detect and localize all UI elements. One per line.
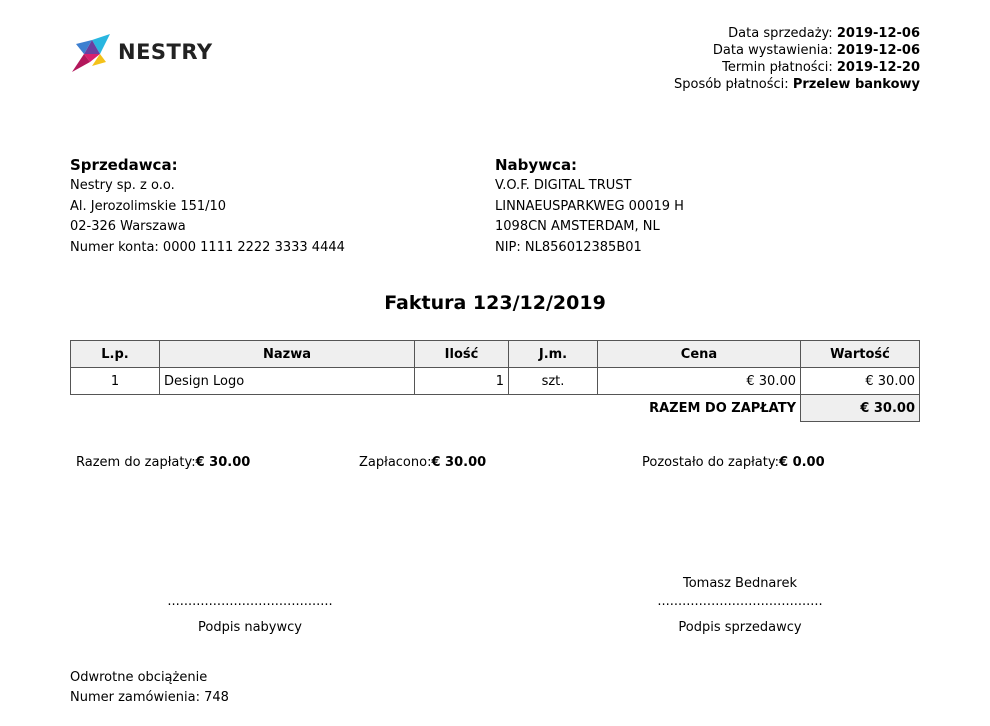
nestry-logo-icon bbox=[70, 32, 114, 76]
total-value: € 30.00 bbox=[801, 395, 920, 422]
table-row bbox=[71, 368, 920, 395]
reverse-charge-note: Odwrotne obciążenie bbox=[70, 670, 208, 685]
col-header-price: Cena bbox=[598, 341, 801, 368]
cell-price: € 30.00 bbox=[598, 368, 801, 395]
buyer-heading: Nabywca: bbox=[495, 156, 578, 174]
table-total-row bbox=[71, 395, 920, 422]
col-header-qty: Ilość bbox=[415, 341, 509, 368]
cell-name: Design Logo bbox=[160, 368, 415, 395]
cell-unit: szt. bbox=[509, 368, 598, 395]
seller-signature-line: ........................................ bbox=[657, 594, 823, 609]
seller-line: 02-326 Warszawa bbox=[70, 219, 186, 234]
issue-date: 2019-12-06 bbox=[836, 43, 920, 58]
seller-signature-caption: Podpis sprzedawcy bbox=[678, 620, 802, 635]
seller-heading: Sprzedawca: bbox=[70, 156, 178, 174]
seller-block bbox=[70, 155, 345, 258]
buyer-block bbox=[495, 155, 684, 258]
col-header-unit: J.m. bbox=[509, 341, 598, 368]
col-header-lp: L.p. bbox=[71, 341, 160, 368]
sale-date-label: Data sprzedaży: bbox=[728, 26, 833, 41]
due-date-row bbox=[674, 59, 920, 76]
company-logo bbox=[70, 32, 220, 76]
summary-paid-value: € 30.00 bbox=[431, 455, 487, 470]
cell-qty: 1 bbox=[415, 368, 509, 395]
sale-date: 2019-12-06 bbox=[836, 26, 920, 41]
summary-paid-label: Zapłacono: bbox=[359, 455, 432, 470]
summary-remaining-label: Pozostało do zapłaty: bbox=[642, 455, 779, 470]
issue-date-label: Data wystawienia: bbox=[712, 43, 833, 58]
items-table bbox=[70, 340, 920, 422]
summary-total-value: € 30.00 bbox=[195, 455, 251, 470]
total-label: RAZEM DO ZAPŁATY bbox=[649, 400, 796, 416]
buyer-line: 1098CN AMSTERDAM, NL bbox=[495, 219, 660, 234]
due-date-label: Termin płatności: bbox=[722, 60, 833, 75]
invoice-title: Faktura 123/12/2019 bbox=[384, 292, 606, 314]
brand-name: NESTRY bbox=[118, 40, 213, 64]
summary-remaining bbox=[642, 455, 825, 470]
buyer-nip: NIP: NL856012385B01 bbox=[495, 239, 642, 255]
table-header-row bbox=[71, 341, 920, 368]
seller-account: Numer konta: 0000 1111 2222 3333 4444 bbox=[70, 239, 345, 255]
buyer-signature-line: ........................................ bbox=[167, 594, 333, 609]
col-header-name: Nazwa bbox=[160, 341, 415, 368]
payment-method-label: Sposób płatności: bbox=[673, 77, 789, 92]
sale-date-row bbox=[674, 25, 920, 42]
buyer-line: V.O.F. DIGITAL TRUST bbox=[495, 178, 632, 193]
seller-signature-name: Tomasz Bednarek bbox=[682, 576, 797, 591]
seller-line: Al. Jerozolimskie 151/10 bbox=[70, 198, 227, 214]
payment-method-row bbox=[674, 76, 920, 93]
summary-remaining-value: € 0.00 bbox=[779, 455, 825, 470]
footer-notes bbox=[70, 668, 229, 708]
buyer-line: LINNAEUSPARKWEG 00019 H bbox=[495, 198, 684, 214]
issue-date-row bbox=[674, 42, 920, 59]
summary-paid bbox=[359, 455, 486, 470]
order-number: Numer zamówienia: 748 bbox=[70, 690, 229, 705]
seller-line: Nestry sp. z o.o. bbox=[70, 178, 175, 193]
cell-lp: 1 bbox=[71, 368, 160, 395]
col-header-value: Wartość bbox=[801, 341, 920, 368]
summary-total-label: Razem do zapłaty: bbox=[76, 455, 196, 470]
buyer-signature-caption: Podpis nabywcy bbox=[198, 620, 302, 635]
invoice-meta bbox=[674, 25, 920, 93]
cell-value: € 30.00 bbox=[801, 368, 920, 395]
payment-method: Przelew bankowy bbox=[792, 77, 920, 92]
summary-total bbox=[76, 455, 250, 470]
due-date: 2019-12-20 bbox=[836, 60, 920, 75]
